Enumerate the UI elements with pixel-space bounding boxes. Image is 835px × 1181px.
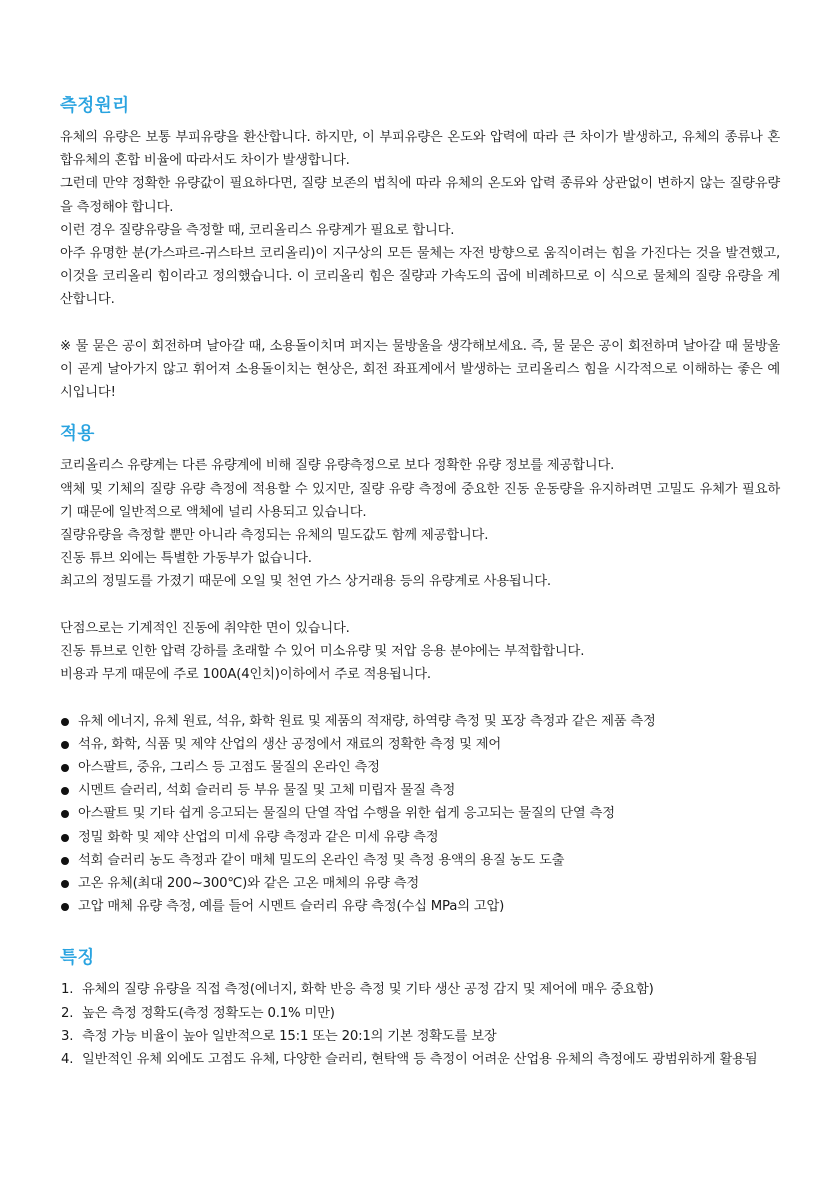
application-paragraph: 최고의 정밀도를 가졌기 때문에 오일 및 천연 가스 상거래용 등의 유량계로 사용됩니다. (60, 574, 551, 590)
application-bullet-list (60, 710, 780, 919)
application-paragraph: 진동 튜브 외에는 특별한 가동부가 없습니다. (60, 551, 312, 567)
principle-paragraph: 그런데 만약 정확한 유량값이 필요하다면, 질량 보존의 법칙에 따라 유체의 온도와 압력 종류와 상관없이 변하지 않는 질량유량을 측정해야 합니다. (60, 176, 780, 215)
feature-number: 1. (61, 982, 74, 998)
bullet-icon (61, 880, 69, 888)
feature-text: 일반적인 유체 외에도 고점도 유체, 다양한 슬러리, 현탁액 등 측정이 어려운 산업용 유체의 측정에도 광범위하게 활용됨 (82, 1052, 758, 1068)
drawback-paragraph: 단점으로는 기계적인 진동에 취약한 면이 있습니다. (60, 620, 350, 636)
bullet-icon (61, 741, 69, 749)
drawback-paragraph: 비용과 무게 때문에 주로 100A(4인치)이하에서 주로 적용됩니다. (60, 667, 431, 683)
feature-text: 유체의 질량 유량을 직접 측정(에너지, 화학 반응 측정 및 기타 생산 공정 감지 및 제어에 매우 중요함) (82, 982, 654, 998)
bullet-item (60, 872, 780, 895)
bullet-text: 시멘트 슬러리, 석회 슬러리 등 부유 물질 및 고체 미립자 물질 측정 (78, 783, 456, 799)
document-page (60, 94, 780, 1071)
application-paragraph: 질량유량을 측정할 뿐만 아니라 측정되는 유체의 밀도값도 함께 제공합니다. (60, 528, 489, 544)
bullet-item (60, 756, 780, 779)
bullet-text: 고압 매체 유량 측정, 예를 들어 시멘트 슬러리 유량 측정(수십 MPa의 고압) (78, 899, 505, 915)
bullet-item (60, 779, 780, 802)
principle-section (60, 94, 780, 404)
bullet-item (60, 849, 780, 872)
bullet-text: 유체 에너지, 유체 원료, 석유, 화학 원료 및 제품의 적재량, 하역량 측정 및 포장 측정과 같은 제품 측정 (78, 713, 656, 729)
principle-paragraph: 이런 경우 질량유량을 측정할 때, 코리올리스 유량계가 필요로 합니다. (60, 222, 455, 238)
feature-text: 높은 측정 정확도(측정 정확도는 0.1% 미만) (82, 1005, 335, 1021)
application-paragraph: 액체 및 기체의 질량 유량 측정에 적용할 수 있지만, 질량 유량 측정에 중요한 진동 운동량을 유지하려면 고밀도 유체가 필요하기 때문에 일반적으로 액체에 널리 사용되고 있습니다. (60, 481, 780, 520)
feature-item (60, 1002, 780, 1025)
bullet-text: 아스팔트 및 기타 쉽게 응고되는 물질의 단열 작업 수행을 위한 쉽게 응고되는 물질의 단열 측정 (78, 806, 615, 822)
bullet-icon (61, 764, 69, 772)
principle-heading: 측정원리 (60, 96, 130, 116)
feature-number: 4. (61, 1052, 74, 1068)
features-heading: 특징 (60, 948, 95, 969)
bullet-text: 아스팔트, 중유, 그리스 등 고점도 물질의 온라인 측정 (78, 760, 380, 776)
principle-paragraph: 유체의 유량은 보통 부피유량을 환산합니다. 하지만, 이 부피유량은 온도와 압력에 따라 큰 차이가 발생하고, 유체의 종류나 혼합유체의 혼합 비율에 따라서도 차이가 발생합니다. (60, 130, 780, 169)
bullet-icon (61, 834, 69, 842)
bullet-item (60, 710, 780, 733)
bullet-icon (61, 787, 69, 795)
spacer (60, 594, 780, 617)
features-section (60, 946, 780, 1071)
bullet-text: 석유, 화학, 식품 및 제약 산업의 생산 공정에서 재료의 정확한 측정 및 제어 (78, 736, 502, 752)
spacer (60, 686, 780, 709)
bullet-text: 고온 유체(최대 200~300℃)와 같은 고온 매체의 유량 측정 (78, 876, 420, 892)
application-section (60, 422, 780, 918)
bullet-text: 정밀 화학 및 제약 산업의 미세 유량 측정과 같은 미세 유량 측정 (78, 829, 439, 845)
principle-paragraph: 아주 유명한 분(가스파르-귀스타브 코리올리)이 지구상의 모든 물체는 자전 방향으로 움직이려는 힘을 가진다는 것을 발견했고, 이것을 코리올리 힘이라고 정의했습니다. 이 코리올리 힘은 질량과 가속도의 곱에 비례하므로 이 식으로 물체의 질량 유량을 계산합니다. (60, 246, 780, 308)
bullet-text: 석회 슬러리 농도 측정과 같이 매체 밀도의 온라인 측정 및 측정 용액의 용질 농도 도출 (78, 852, 565, 868)
feature-number: 3. (61, 1028, 74, 1044)
bullet-item (60, 802, 780, 825)
bullet-icon (61, 857, 69, 865)
spacer (60, 312, 780, 335)
feature-item (60, 1048, 780, 1071)
drawback-paragraph: 진동 튜브로 인한 압력 강하를 초래할 수 있어 미소유량 및 저압 응용 분야에는 부적합합니다. (60, 644, 585, 660)
application-paragraph: 코리올리스 유량계는 다른 유량계에 비해 질량 유량측정으로 보다 정확한 유량 정보를 제공합니다. (60, 458, 615, 474)
bullet-icon (61, 810, 69, 818)
principle-note: ※ 물 묻은 공이 회전하며 날아갈 때, 소용돌이치며 퍼지는 물방울을 생각해보세요. 즉, 물 묻은 공이 회전하며 날아갈 때 물방울이 곧게 날아가지 않고 휘어져 소용돌이치는 현상은, 회전 좌표계에서 발생하는 코리올리스 힘을 시각적으로 이해하는 좋은 예시입니다! (60, 338, 780, 401)
bullet-item (60, 826, 780, 849)
feature-item (60, 978, 780, 1001)
bullet-item (60, 733, 780, 756)
feature-text: 측정 가능 비율이 높아 일반적으로 15:1 또는 20:1의 기본 정확도를 보장 (82, 1028, 497, 1044)
bullet-item (60, 895, 780, 918)
feature-item (60, 1025, 780, 1048)
bullet-icon (61, 718, 69, 726)
feature-number: 2. (61, 1005, 74, 1021)
features-numbered-list (60, 978, 780, 1071)
bullet-icon (61, 903, 69, 911)
application-heading: 적용 (60, 424, 95, 445)
